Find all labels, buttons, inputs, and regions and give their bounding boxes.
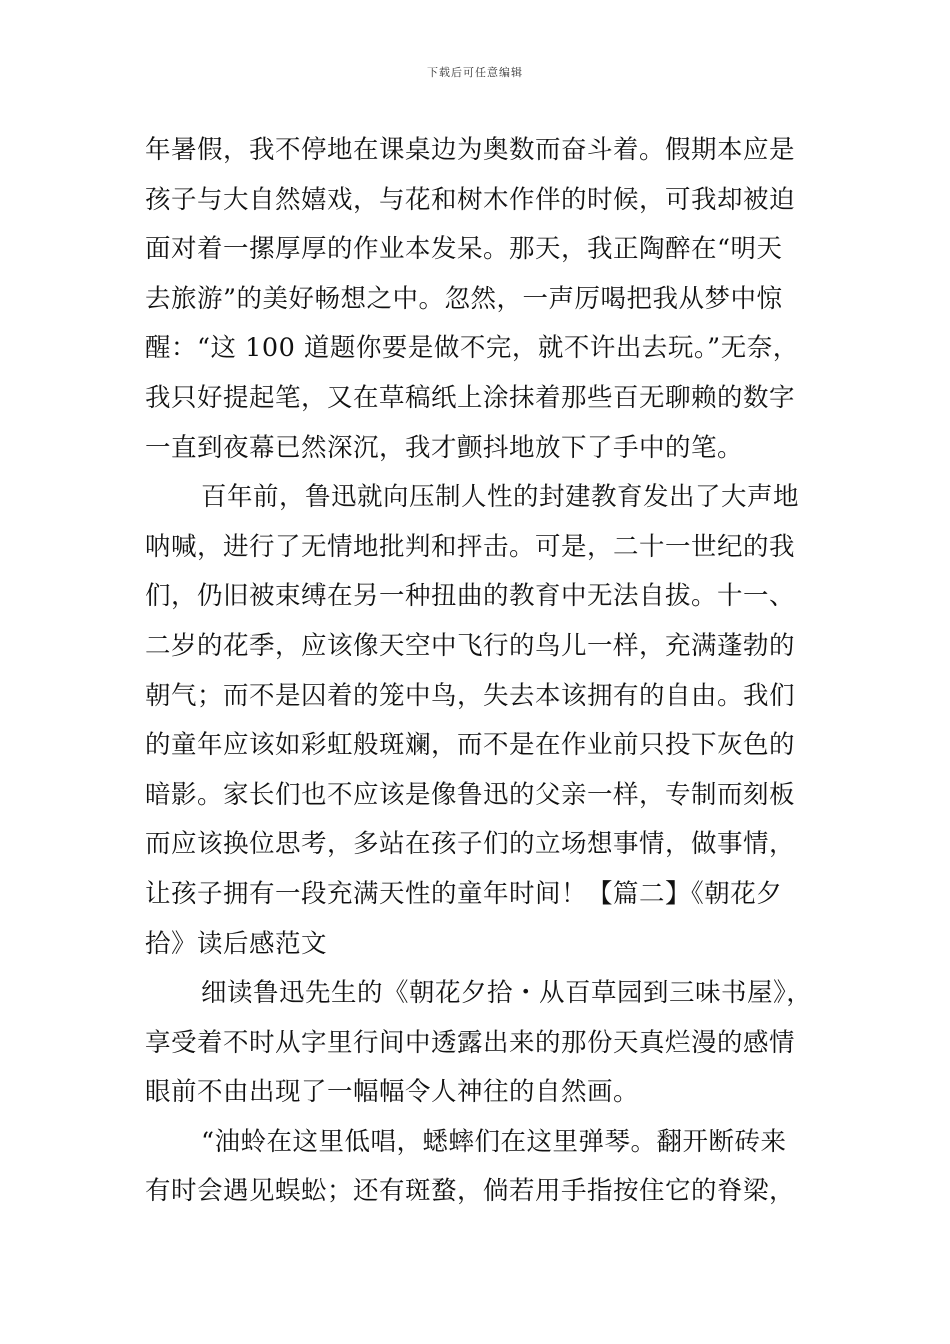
- text-line: 面对着一摞厚厚的作业本发呆。那天，我正陶醉在“明天: [145, 234, 783, 265]
- text-line: 醒：“这 100 道题你要是做不完，就不许出去玩。”无奈，: [145, 333, 799, 364]
- text-line: 呐喊，进行了无情地批判和抨击。可是，二十一世纪的我: [145, 531, 796, 562]
- text-line: 朝气；而不是囚着的笼中鸟，失去本该拥有的自由。我们: [145, 680, 796, 711]
- text-line: 百年前，鲁迅就向压制人性的封建教育发出了大声地: [201, 482, 800, 513]
- text-line: 有时会遇见蜈蚣；还有斑蝥，倘若用手指按住它的脊梁，: [145, 1176, 796, 1207]
- text-line: 让孩子拥有一段充满天性的童年时间！【篇二】《朝花夕: [145, 878, 783, 909]
- text-line: 二岁的花季，应该像天空中飞行的鸟儿一样，充满蓬勃的: [145, 630, 796, 661]
- text-line: 暗影。家长们也不应该是像鲁迅的父亲一样，专制而刻板: [145, 779, 796, 810]
- text-line: 一直到夜幕已然深沉，我才颤抖地放下了手中的笔。: [145, 432, 744, 463]
- text-line: 的童年应该如彩虹般斑斓，而不是在作业前只投下灰色的: [145, 730, 796, 761]
- text-line: “油蛉在这里低唱，蟋蟀们在这里弹琴。翻开断砖来: [201, 1126, 787, 1157]
- text-line: 享受着不时从字里行间中透露出来的那份天真烂漫的感情: [145, 1027, 796, 1058]
- text-line: 拾》读后感范文: [145, 928, 328, 959]
- text-line: 细读鲁迅先生的《朝花夕拾・从百草园到三味书屋》，: [201, 978, 813, 1009]
- text-line: 们，仍旧被束缚在另一种扭曲的教育中无法自拔。十一、: [145, 581, 796, 612]
- text-line: 去旅游”的美好畅想之中。忽然，一声厉喝把我从梦中惊: [145, 283, 783, 314]
- text-line: 孩子与大自然嬉戏，与花和树木作伴的时候，可我却被迫: [145, 184, 796, 215]
- page-header: 下载后可任意编辑: [427, 66, 523, 79]
- text-line: 我只好提起笔，又在草稿纸上涂抹着那些百无聊赖的数字: [145, 382, 796, 413]
- text-line: 而应该换位思考，多站在孩子们的立场想事情，做事情，: [145, 829, 796, 860]
- text-line: 年暑假，我不停地在课桌边为奥数而奋斗着。假期本应是: [145, 135, 796, 165]
- document-body: [145, 126, 813, 1217]
- text-line: 眼前不由出现了一幅幅令人神往的自然画。: [145, 1077, 640, 1108]
